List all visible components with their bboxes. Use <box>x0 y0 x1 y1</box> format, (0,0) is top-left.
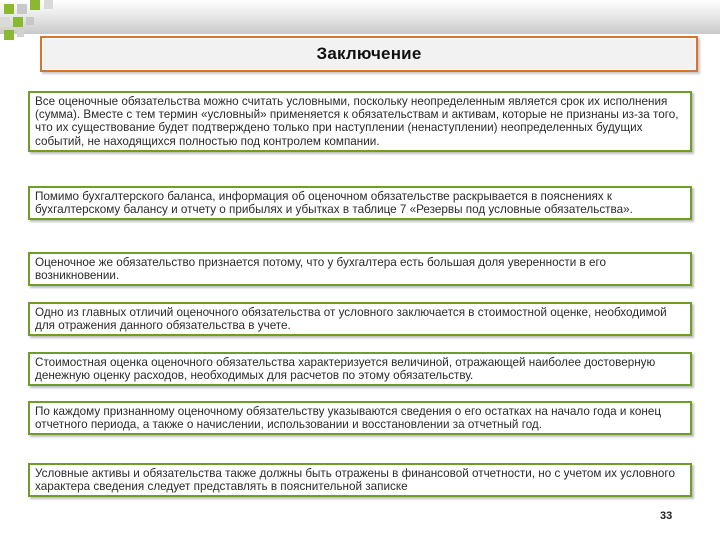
paragraph-text: Помимо бухгалтерского баланса, информация об оценочном обязательстве раскрывается в пояснениях к бухгалтерскому балансу и отчету о прибылях и убытках в таблице 7 «Резервы под условные обязательства». <box>35 190 633 217</box>
paragraph-card-3 <box>28 252 692 286</box>
paragraph-card-6 <box>28 401 692 435</box>
paragraph-card-1 <box>28 91 692 152</box>
paragraph-text: Оценочное же обязательство признается потому, что у бухгалтера есть большая доля уверенности в его возникновении. <box>35 256 607 283</box>
slide-title: Заключение <box>316 44 422 63</box>
paragraph-card-5 <box>28 352 692 386</box>
paragraph-text: Стоимостная оценка оценочного обязательства характеризуется величиной, отражающей наиболее достоверную денежную оценку расходов, необходимых для расчетов по этому обязательству. <box>35 356 656 383</box>
paragraph-text: Условные активы и обязательства также должны быть отражены в финансовой отчетности, но с учетом их условного характера сведения следует представлять в пояснительной записке <box>35 467 675 494</box>
paragraph-card-2 <box>28 186 692 220</box>
paragraph-card-7 <box>28 463 692 497</box>
header-gradient-bar <box>0 0 720 34</box>
paragraph-card-4 <box>28 302 692 336</box>
page-number: 33 <box>660 510 673 522</box>
paragraph-text: Все оценочные обязательства можно считать условными, поскольку неопределенным является срок их исполнения (сумма). Вместе с тем термин «условный» применяется к обязательствам и активам, которые не признаны из-за того, что их существование будет подтверждено только при наступлении (ненаступлении) неопределенных будущих событий, не находящихся полностью под контролем компании. <box>35 95 679 148</box>
slide-title-box <box>40 36 698 72</box>
paragraph-text: Одно из главных отличий оценочного обязательства от условного заключается в стоимостной оценке, необходимой для отражения данного обязательства в учете. <box>35 306 667 333</box>
paragraph-text: По каждому признанному оценочному обязательству указываются сведения о его остатках на начало года и конец отчетного периода, а также о начислении, использовании и восстановлении за отчетный год. <box>35 405 662 432</box>
